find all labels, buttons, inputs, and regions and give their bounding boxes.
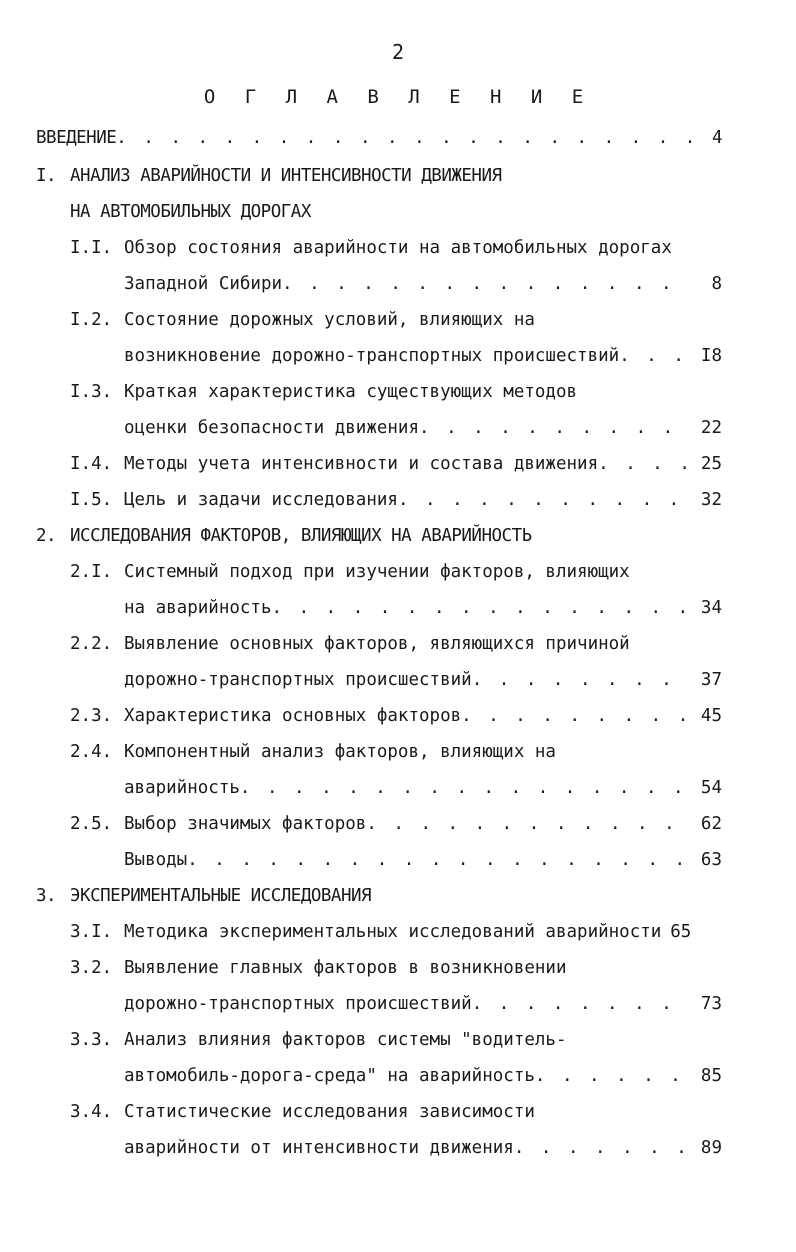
section-title-cont: дорожно-транспортных происшествий bbox=[124, 670, 472, 690]
toc-entry-intro[interactable] bbox=[36, 128, 722, 156]
toc-entry-3-1[interactable] bbox=[70, 922, 722, 950]
page-ref: 22 bbox=[700, 418, 722, 438]
page-ref: 4 bbox=[711, 128, 722, 148]
leader-dots bbox=[535, 1066, 692, 1086]
chapter-title: ЭКСПЕРИМЕНТАЛЬНЫЕ ИССЛЕДОВАНИЯ bbox=[70, 886, 372, 906]
section-title: Статистические исследования зависимости bbox=[124, 1102, 535, 1122]
leader-dots bbox=[461, 706, 692, 726]
leader-dots bbox=[272, 598, 692, 618]
section-title: Цель и задачи исследования bbox=[124, 490, 398, 510]
toc-entry-1-1[interactable] bbox=[70, 238, 672, 266]
section-number: 3.4. bbox=[70, 1102, 113, 1122]
section-number: 2.5. bbox=[70, 814, 113, 834]
section-number: 3.I. bbox=[70, 922, 113, 942]
leader-dots bbox=[619, 346, 692, 366]
toc-entry-3-3[interactable] bbox=[70, 1030, 567, 1058]
page-ref: 45 bbox=[700, 706, 722, 726]
section-title: Методы учета интенсивности и состава движения bbox=[124, 454, 599, 474]
toc-entry-2-4-cont[interactable] bbox=[124, 778, 722, 806]
toc-entry-3-2-cont[interactable] bbox=[124, 994, 722, 1022]
page-ref: 65 bbox=[670, 922, 692, 942]
section-number: 3.2. bbox=[70, 958, 113, 978]
page-ref: 73 bbox=[700, 994, 722, 1014]
section-title-cont: аварийность bbox=[124, 778, 240, 798]
toc-entry-1-3[interactable] bbox=[70, 382, 577, 410]
toc-entry-1-4[interactable] bbox=[70, 454, 722, 482]
toc-entry-3-2[interactable] bbox=[70, 958, 567, 986]
chapter-1-heading-cont bbox=[70, 202, 311, 230]
section-number: I.5. bbox=[70, 490, 113, 510]
section-title: Состояние дорожных условий, влияющих на bbox=[124, 310, 535, 330]
leader-dots bbox=[398, 490, 692, 510]
toc-title: О Г Л А В Л Е Н И Е bbox=[203, 86, 593, 108]
section-title: Выводы bbox=[124, 850, 188, 870]
leader-dots bbox=[514, 1138, 692, 1158]
toc-entry-1-5[interactable] bbox=[70, 490, 722, 518]
section-title: Системный подход при изучении факторов, влияющих bbox=[124, 562, 630, 582]
leader-dots bbox=[472, 994, 692, 1014]
section-number: 2.I. bbox=[70, 562, 113, 582]
chapter-title: ИССЛЕДОВАНИЯ ФАКТОРОВ, ВЛИЯЮЩИХ НА АВАРИЙНОСТЬ bbox=[70, 526, 532, 546]
page-ref: 63 bbox=[700, 850, 722, 870]
section-number: 3.3. bbox=[70, 1030, 113, 1050]
section-title-cont: дорожно-транспортных происшествий bbox=[124, 994, 472, 1014]
page-ref: 62 bbox=[700, 814, 722, 834]
section-title-cont: оценки безопасности движения bbox=[124, 418, 420, 438]
leader-dots bbox=[472, 670, 692, 690]
toc-entry-2-1[interactable] bbox=[70, 562, 630, 590]
toc-entry-3-3-cont[interactable] bbox=[124, 1066, 722, 1094]
section-title: Характеристика основных факторов bbox=[124, 706, 462, 726]
section-title: Обзор состояния аварийности на автомобильных дорогах bbox=[124, 238, 672, 258]
section-title: Краткая характеристика существующих методов bbox=[124, 382, 578, 402]
section-number: I.2. bbox=[70, 310, 113, 330]
toc-entry-2-2-cont[interactable] bbox=[124, 670, 722, 698]
toc-entry-2-5[interactable] bbox=[70, 814, 722, 842]
chapter-number: I. bbox=[36, 166, 57, 186]
page-ref: I8 bbox=[700, 346, 722, 366]
page-ref: 32 bbox=[700, 490, 722, 510]
leader-dots bbox=[419, 418, 692, 438]
section-number: 2.2. bbox=[70, 634, 113, 654]
section-title: Анализ влияния факторов системы "водитель- bbox=[124, 1030, 567, 1050]
page-ref: 25 bbox=[700, 454, 722, 474]
toc-entry-2-1-cont[interactable] bbox=[124, 598, 722, 626]
page-ref: 54 bbox=[700, 778, 722, 798]
section-title-cont: возникновение дорожно-транспортных происшествий bbox=[124, 346, 620, 366]
toc-entry-2-4[interactable] bbox=[70, 742, 556, 770]
page-ref: 85 bbox=[700, 1066, 722, 1086]
section-number: 2.3. bbox=[70, 706, 113, 726]
page-ref: 37 bbox=[700, 670, 722, 690]
leader-dots bbox=[187, 850, 692, 870]
chapter-2-heading[interactable] bbox=[36, 526, 532, 554]
chapter-title-cont: НА АВТОМОБИЛЬНЫХ ДОРОГАХ bbox=[70, 202, 311, 222]
page-number: 2 bbox=[391, 40, 405, 64]
section-number: 2.4. bbox=[70, 742, 113, 762]
chapter-1-heading[interactable] bbox=[36, 166, 502, 194]
toc-entry-1-3-cont[interactable] bbox=[124, 418, 722, 446]
section-title: Выявление основных факторов, являющихся причиной bbox=[124, 634, 630, 654]
chapter-number: 3. bbox=[36, 886, 57, 906]
page-ref: 89 bbox=[700, 1138, 722, 1158]
leader-dots bbox=[366, 814, 692, 834]
chapter-title: АНАЛИЗ АВАРИЙНОСТИ И ИНТЕНСИВНОСТИ ДВИЖЕНИЯ bbox=[70, 166, 502, 186]
page-ref: 34 bbox=[700, 598, 722, 618]
toc-entry-3-4-cont[interactable] bbox=[124, 1138, 722, 1166]
section-title: Компонентный анализ факторов, влияющих на bbox=[124, 742, 556, 762]
toc-entry-1-2[interactable] bbox=[70, 310, 535, 338]
section-title: Выбор значимых факторов bbox=[124, 814, 367, 834]
section-number: I.4. bbox=[70, 454, 113, 474]
intro-label: ВВЕДЕНИЕ bbox=[36, 128, 117, 148]
section-title: Выявление главных факторов в возникновении bbox=[124, 958, 567, 978]
section-title-cont: Западной Сибири bbox=[124, 274, 283, 294]
toc-entry-conclusions[interactable] bbox=[124, 850, 722, 878]
section-number: I.I. bbox=[70, 238, 113, 258]
leader-dots bbox=[598, 454, 692, 474]
chapter-number: 2. bbox=[36, 526, 57, 546]
section-title: Методика экспериментальных исследований аварийности bbox=[124, 922, 662, 942]
toc-entry-2-2[interactable] bbox=[70, 634, 630, 662]
leader-dots bbox=[116, 128, 692, 148]
toc-entry-1-2-cont[interactable] bbox=[124, 346, 722, 374]
section-title-cont: на аварийность bbox=[124, 598, 272, 618]
toc-entry-1-1-cont[interactable] bbox=[124, 274, 722, 302]
leader-dots bbox=[282, 274, 692, 294]
chapter-3-heading[interactable] bbox=[36, 886, 371, 914]
section-title-cont: аварийности от интенсивности движения bbox=[124, 1138, 514, 1158]
toc-entry-3-4[interactable] bbox=[70, 1102, 535, 1130]
leader-dots bbox=[240, 778, 692, 798]
section-title-cont: автомобиль-дорога-среда" на аварийность bbox=[124, 1066, 535, 1086]
toc-entry-2-3[interactable] bbox=[70, 706, 722, 734]
section-number: I.3. bbox=[70, 382, 113, 402]
page-ref: 8 bbox=[711, 274, 722, 294]
